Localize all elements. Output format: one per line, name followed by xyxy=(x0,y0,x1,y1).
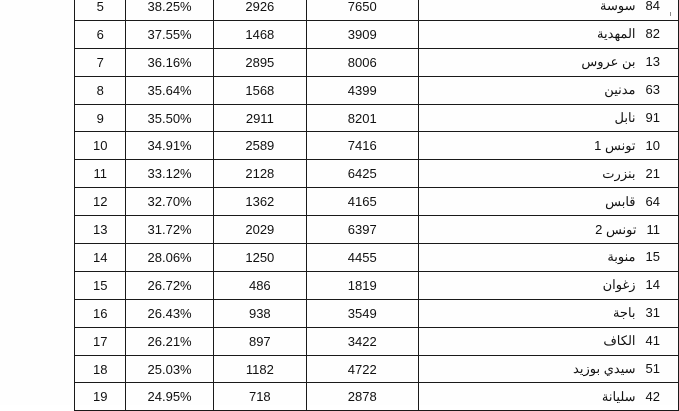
count-a-cell: 2589 xyxy=(213,132,306,160)
region-cell xyxy=(418,188,678,216)
rank-cell: 16 xyxy=(75,299,126,327)
count-b-cell: 4165 xyxy=(306,188,418,216)
percentage-cell: 26.72% xyxy=(126,271,213,299)
region-cell xyxy=(418,383,678,411)
region-name: نابل xyxy=(614,110,636,125)
percentage-cell: 35.64% xyxy=(126,76,213,104)
rank-cell: 8 xyxy=(75,76,126,104)
region-name: سيدي بوزيد xyxy=(573,361,636,377)
region-cell xyxy=(418,20,678,48)
count-b-cell: 6397 xyxy=(306,216,418,244)
count-b-cell: 3549 xyxy=(306,299,418,327)
region-code: 14 xyxy=(645,277,660,293)
table-row xyxy=(75,0,679,20)
percentage-cell: 33.12% xyxy=(126,160,213,188)
region-code: 15 xyxy=(645,249,660,265)
count-a-cell: 1568 xyxy=(213,76,306,104)
region-code: 91 xyxy=(645,110,660,125)
percentage-cell: 38.25% xyxy=(126,0,213,20)
table-row xyxy=(75,216,679,244)
region-code: 84 xyxy=(645,0,660,14)
region-cell xyxy=(418,76,678,104)
region-code: 42 xyxy=(645,388,660,404)
table-row xyxy=(75,76,679,104)
region-name: تونس 1 xyxy=(594,137,636,153)
count-a-cell: 486 xyxy=(213,271,306,299)
count-a-cell: 897 xyxy=(213,327,306,355)
region-code: 63 xyxy=(645,82,660,98)
rank-cell: 9 xyxy=(75,104,126,132)
region-code: 51 xyxy=(645,361,660,377)
region-name: مدنين xyxy=(604,82,636,98)
count-b-cell: 1819 xyxy=(306,271,418,299)
region-name: قابس xyxy=(605,193,636,209)
region-name: الكاف xyxy=(603,333,636,349)
region-cell xyxy=(418,160,678,188)
region-name: المهدية xyxy=(597,26,636,42)
region-name: بنزرت xyxy=(602,165,636,181)
region-code: 10 xyxy=(645,137,660,153)
table-row xyxy=(75,355,679,383)
percentage-cell: 28.06% xyxy=(126,244,213,272)
count-b-cell: 7416 xyxy=(306,132,418,160)
table-row xyxy=(75,48,679,76)
region-cell xyxy=(418,327,678,355)
percentage-cell: 35.50% xyxy=(126,104,213,132)
table-row xyxy=(75,244,679,272)
count-a-cell: 1468 xyxy=(213,20,306,48)
table-row xyxy=(75,20,679,48)
count-b-cell: 8201 xyxy=(306,104,418,132)
region-name: سليانة xyxy=(601,388,636,404)
table-row xyxy=(75,104,679,132)
count-b-cell: 3422 xyxy=(306,327,418,355)
rank-cell: 10 xyxy=(75,132,126,160)
count-a-cell: 2911 xyxy=(213,104,306,132)
count-b-cell: 7650 xyxy=(306,0,418,20)
rank-cell: 6 xyxy=(75,20,126,48)
table-row xyxy=(75,383,679,411)
region-name: منوبة xyxy=(607,249,636,265)
count-b-cell: 4722 xyxy=(306,355,418,383)
region-code: 13 xyxy=(645,54,660,70)
count-a-cell: 2895 xyxy=(213,48,306,76)
rank-cell: 15 xyxy=(75,271,126,299)
percentage-cell: 32.70% xyxy=(126,188,213,216)
table-row xyxy=(75,132,679,160)
table-row xyxy=(75,271,679,299)
percentage-cell: 36.16% xyxy=(126,48,213,76)
rank-cell: 17 xyxy=(75,327,126,355)
rank-cell: 13 xyxy=(75,216,126,244)
region-cell xyxy=(418,0,678,20)
region-name: سوسة xyxy=(600,0,636,14)
rank-cell: 11 xyxy=(75,160,126,188)
table-row xyxy=(75,299,679,327)
rank-cell: 5 xyxy=(75,0,126,20)
rank-cell: 7 xyxy=(75,48,126,76)
region-code: 41 xyxy=(645,333,660,349)
count-a-cell: 1362 xyxy=(213,188,306,216)
region-name: باجة xyxy=(612,305,636,321)
region-name: بن عروس xyxy=(581,54,636,70)
percentage-cell: 34.91% xyxy=(126,132,213,160)
count-a-cell: 2926 xyxy=(213,0,306,20)
region-code: 11 xyxy=(646,221,660,237)
region-code: 64 xyxy=(645,193,660,209)
rank-cell: 18 xyxy=(75,355,126,383)
rank-cell: 14 xyxy=(75,244,126,272)
region-cell xyxy=(418,104,678,132)
count-b-cell: 8006 xyxy=(306,48,418,76)
count-b-cell: 4399 xyxy=(306,76,418,104)
region-cell xyxy=(418,299,678,327)
percentage-cell: 26.21% xyxy=(126,327,213,355)
region-code: 31 xyxy=(645,305,660,321)
count-b-cell: 2878 xyxy=(306,383,418,411)
region-cell xyxy=(418,48,678,76)
table-row xyxy=(75,327,679,355)
results-table-body xyxy=(75,0,679,411)
region-cell xyxy=(418,216,678,244)
percentage-cell: 26.43% xyxy=(126,299,213,327)
count-a-cell: 938 xyxy=(213,299,306,327)
region-cell xyxy=(418,244,678,272)
region-code: 21 xyxy=(645,165,660,181)
region-name: زغوان xyxy=(602,277,636,293)
count-a-cell: 2128 xyxy=(213,160,306,188)
region-cell xyxy=(418,271,678,299)
percentage-cell: 24.95% xyxy=(126,383,213,411)
table-row xyxy=(75,188,679,216)
results-table xyxy=(74,0,679,411)
region-name: تونس 2 xyxy=(595,221,637,237)
percentage-cell: 25.03% xyxy=(126,355,213,383)
count-a-cell: 2029 xyxy=(213,216,306,244)
percentage-cell: 37.55% xyxy=(126,20,213,48)
count-b-cell: 6425 xyxy=(306,160,418,188)
count-a-cell: 1182 xyxy=(213,355,306,383)
count-a-cell: 718 xyxy=(213,383,306,411)
region-code: 82 xyxy=(645,26,660,42)
count-a-cell: 1250 xyxy=(213,244,306,272)
region-cell xyxy=(418,355,678,383)
count-b-cell: 4455 xyxy=(306,244,418,272)
rank-cell: 12 xyxy=(75,188,126,216)
count-b-cell: 3909 xyxy=(306,20,418,48)
region-cell xyxy=(418,132,678,160)
rank-cell: 19 xyxy=(75,383,126,411)
table-row xyxy=(75,160,679,188)
percentage-cell: 31.72% xyxy=(126,216,213,244)
